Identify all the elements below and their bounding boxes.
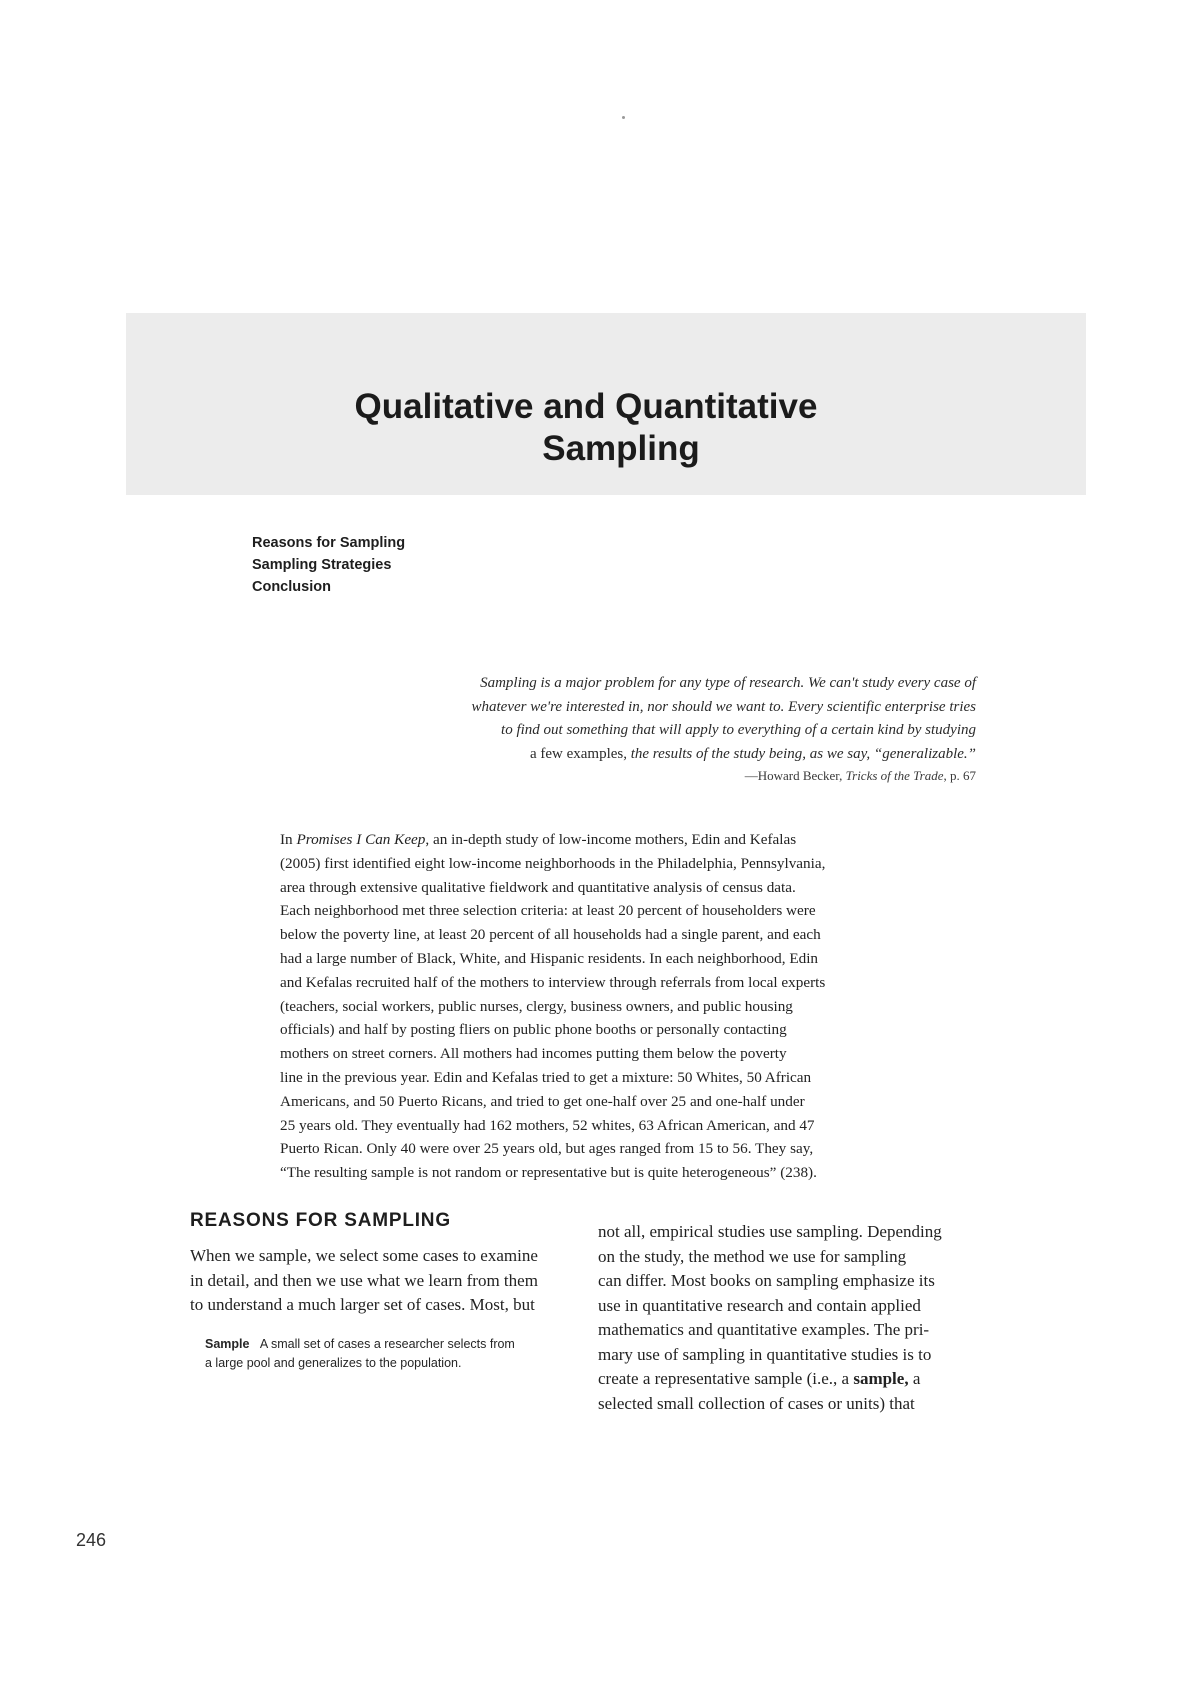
epigraph-plain-text: a few examples,: [529, 745, 627, 762]
body-line: in detail, and then we use what we learn from them: [190, 1270, 538, 1290]
vignette-first-rest: , an in-depth study of low-income mothers, Edin and Kefalas: [425, 831, 797, 848]
epigraph-line: Sampling is a major problem for any type of research. We can't study every case of: [480, 675, 976, 691]
glossary-line: a large pool and generalizes to the population.: [205, 1356, 462, 1370]
body-line: [598, 1367, 978, 1392]
key-term-sample: sample,: [853, 1369, 909, 1388]
attribution-page: , p. 67: [943, 768, 976, 783]
vignette-line: (teachers, social workers, public nurses, clergy, business owners, and public housing: [280, 997, 793, 1015]
vignette-line: below the poverty line, at least 20 percent of all households had a single parent, and each: [280, 926, 821, 944]
vignette-line: and Kefalas recruited half of the mothers to interview through referrals from local experts: [280, 973, 826, 991]
vignette-prefix: In: [280, 831, 297, 848]
vignette-line: had a large number of Black, White, and Hispanic residents. In each neighborhood, Edin: [280, 949, 819, 967]
vignette-line: [280, 828, 900, 852]
vignette-line: Puerto Rican. Only 40 were over 25 years old, but ages ranged from 15 to 56. They say,: [280, 1140, 814, 1158]
vignette-line: line in the previous year. Edin and Kefalas tried to get a mixture: 50 Whites, 50 African: [280, 1068, 812, 1086]
page-number: 246: [76, 1530, 107, 1550]
glossary-term: Sample: [205, 1337, 250, 1351]
epigraph-line: whatever we're interested in, nor should we want to. Every scientific enterprise tries: [471, 698, 976, 715]
chapter-title: [126, 386, 1046, 470]
body-line: to understand a much larger set of cases. Most, but: [190, 1295, 535, 1314]
vignette-line: “The resulting sample is not random or representative but is quite heterogeneous” (238).: [280, 1164, 817, 1182]
body-line: selected small collection of cases or units) that: [598, 1393, 915, 1413]
vignette-line: (2005) first identified eight low-income neighborhoods in the Philadelphia, Pennsylvania,: [280, 854, 826, 872]
epigraph-line: [380, 743, 976, 767]
attribution-author: —Howard Becker,: [744, 768, 846, 783]
attribution-work: Tricks of the Trade: [845, 768, 944, 783]
chapter-title-line-2: Sampling: [542, 429, 700, 468]
epigraph-line: to find out something that will apply to everything of a certain kind by studying: [501, 722, 976, 738]
body-line: mary use of sampling in quantitative studies is to: [598, 1344, 932, 1364]
body-line: can differ. Most books on sampling emphasize its: [598, 1271, 935, 1290]
vignette-line: 25 years old. They eventually had 162 mothers, 52 whites, 63 African American, and 47: [280, 1116, 815, 1134]
outline-item-reasons: Reasons for Sampling: [252, 535, 406, 551]
body-line: use in quantitative research and contain applied: [598, 1295, 921, 1315]
opening-vignette: [280, 828, 900, 1185]
chapter-title-line-1: Qualitative and Quantitative: [354, 387, 818, 426]
body-line: When we sample, we select some cases to examine: [190, 1246, 538, 1265]
body-text: create a representative sample (i.e., a: [598, 1369, 854, 1388]
vignette-line: area through extensive qualitative fieldwork and quantitative analysis of census data.: [280, 878, 796, 896]
glossary-definition-start: A small set of cases a researcher selects from: [259, 1337, 515, 1351]
vignette-line: Americans, and 50 Puerto Ricans, and tried to get one-half over 25 and one-half under: [280, 1092, 805, 1110]
vignette-line: officials) and half by posting fliers on public phone booths or personally contacting: [280, 1021, 787, 1039]
vignette-line: mothers on street corners. All mothers had incomes putting them below the poverty: [280, 1045, 787, 1063]
epigraph-quote: [380, 672, 976, 766]
body-line: not all, empirical studies use sampling. Depending: [598, 1222, 942, 1241]
body-text: a: [908, 1369, 921, 1388]
body-line: mathematics and quantitative examples. The pri-: [598, 1320, 930, 1339]
body-line: on the study, the method we use for sampling: [598, 1246, 907, 1266]
outline-item-strategies: Sampling Strategies: [252, 557, 392, 573]
book-title: Promises I Can Keep: [296, 831, 426, 848]
glossary-note: [205, 1335, 585, 1373]
outline-item-conclusion: Conclusion: [252, 579, 331, 595]
scan-speck: [622, 116, 625, 119]
vignette-line: Each neighborhood met three selection criteria: at least 20 percent of householders were: [280, 902, 816, 920]
body-column-left: [190, 1244, 570, 1318]
chapter-outline: [252, 532, 405, 598]
epigraph-italic-text: the results of the study being, as we say, “generalizable.”: [626, 745, 976, 762]
epigraph-attribution: [560, 768, 976, 784]
body-column-right: [598, 1220, 978, 1416]
glossary-line: [205, 1335, 585, 1354]
section-heading: REASONS FOR SAMPLING: [190, 1210, 451, 1231]
